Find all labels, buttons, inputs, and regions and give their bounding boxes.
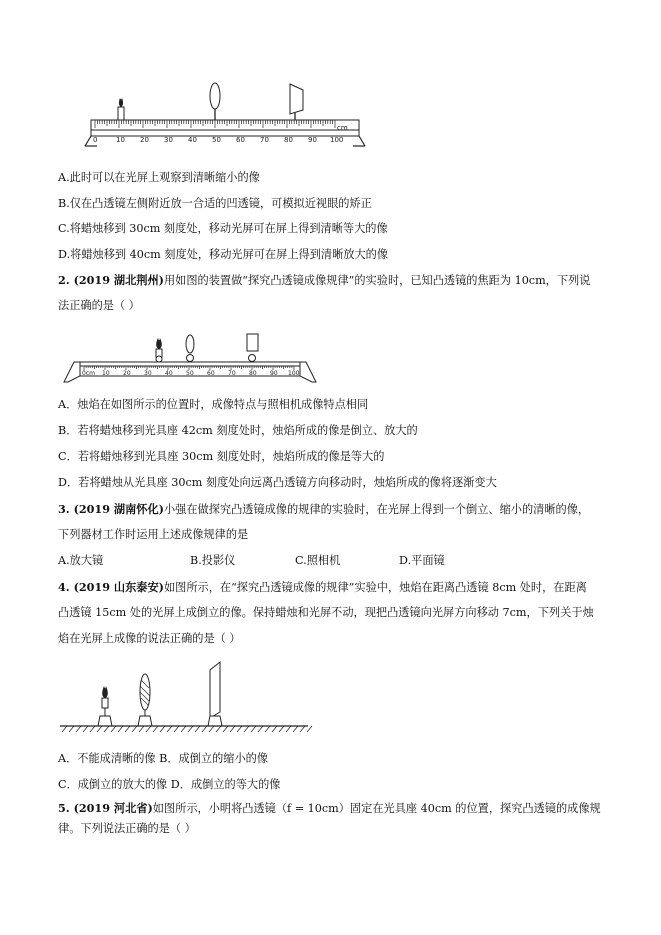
ground-hatch xyxy=(97,726,102,732)
figure-2-optical-bench xyxy=(64,330,320,390)
ground-hatch xyxy=(286,726,291,732)
q5-stem-text: 如图所示，小明将凸透镜（f = 10cm）固定在光具座 40cm 的位置，探究凸透镜的成像规 xyxy=(152,802,601,815)
q3-number-source: 3. (2019 湖南怀化) xyxy=(58,502,164,516)
ground-hatch xyxy=(111,726,116,732)
q4-options-line2: C．成倒立的放大的像 D．成倒立的等大的像 xyxy=(58,778,281,791)
ground-hatch xyxy=(202,726,207,732)
ground-hatch xyxy=(258,726,263,732)
ground-hatch xyxy=(300,726,305,732)
ground-hatch xyxy=(244,726,249,732)
ruler-label: 100 xyxy=(288,370,300,377)
convex-lens-icon xyxy=(210,83,220,120)
q3-option-b: B.投影仪 xyxy=(190,554,236,567)
q2-stem xyxy=(58,273,590,288)
ground-hatch xyxy=(216,726,221,732)
ground-hatch xyxy=(132,726,137,732)
ground-hatch xyxy=(265,726,270,732)
q2-stem-line2: 法正确的是（ ） xyxy=(58,299,140,312)
ground-hatch xyxy=(251,726,256,732)
q2-option-b: B．若将蜡烛移到光具座 42cm 刻度处时，烛焰所成的像是倒立、放大的 xyxy=(58,424,418,437)
ground-hatch xyxy=(237,726,242,732)
ground-hatch xyxy=(230,726,235,732)
convex-lens-icon xyxy=(186,335,194,362)
q3-option-d: D.平面镜 xyxy=(399,554,445,567)
ground-hatch xyxy=(223,726,228,732)
ground-hatch xyxy=(139,726,144,732)
ground-hatch xyxy=(195,726,200,732)
ground-hatch xyxy=(69,726,74,732)
ruler-label: 70 xyxy=(228,370,236,377)
ground-hatch xyxy=(153,726,158,732)
light-screen-icon xyxy=(247,334,258,362)
q3-option-a: A.放大镜 xyxy=(58,554,104,567)
ground-hatch xyxy=(272,726,277,732)
ruler-label: 20 xyxy=(123,370,131,377)
ruler-label: 40 xyxy=(165,370,173,377)
ground-hatch xyxy=(307,726,312,732)
q4-stem xyxy=(58,580,587,595)
q2-option-c: C．若将蜡烛移到光具座 30cm 刻度处时，烛焰所成的像是等大的 xyxy=(58,450,385,463)
q1-option-a: A.此时可以在光屏上观察到清晰缩小的像 xyxy=(58,171,260,184)
ground-hatch xyxy=(83,726,88,732)
q1-option-c: C.将蜡烛移到 30cm 刻度处，移动光屏可在屏上得到清晰等大的像 xyxy=(58,222,388,235)
q3-option-c: C.照相机 xyxy=(295,554,341,567)
ruler-label: 90 xyxy=(308,136,317,144)
ruler-label: 0 xyxy=(93,136,98,144)
q4-number-source: 4. (2019 山东泰安) xyxy=(58,580,164,594)
ruler-label: 0cm xyxy=(82,370,95,377)
figure-1-optical-bench xyxy=(85,80,375,160)
q3-stem xyxy=(58,502,589,517)
candle-icon xyxy=(156,338,162,362)
ground-hatch xyxy=(279,726,284,732)
q3-stem-line2: 下列器材工作时运用上述成像规律的是 xyxy=(58,528,249,541)
ruler-label: 40 xyxy=(188,136,197,144)
candle-icon xyxy=(118,98,124,120)
ground-hatch xyxy=(209,726,214,732)
ground-hatch xyxy=(293,726,298,732)
ruler-label: 50 xyxy=(212,136,221,144)
ruler-label: 50 xyxy=(186,370,194,377)
ground-hatch xyxy=(125,726,130,732)
ground-hatch xyxy=(160,726,165,732)
ruler-label: 80 xyxy=(249,370,257,377)
ground-hatch xyxy=(174,726,179,732)
light-screen-icon xyxy=(208,662,222,726)
ground-hatch xyxy=(167,726,172,732)
q4-stem-line2: 凸透镜 15cm 处的光屏上成倒立的像。保持蜡烛和光屏不动，现把凸透镜向光屏方向移动 7cm，下列关于烛 xyxy=(58,606,594,619)
q4-stem-text: 如图所示，在“探究凸透镜成像的规律”实验中，烛焰在距离凸透镜 8cm 处时，在距离 xyxy=(163,581,587,594)
q5-stem xyxy=(58,801,601,816)
ruler-unit: cm xyxy=(337,124,348,132)
q1-option-d: D.将蜡烛移到 40cm 刻度处，移动光屏可在屏上得到清晰放大的像 xyxy=(58,248,389,261)
ruler-label: 30 xyxy=(164,136,173,144)
ground-hatch xyxy=(118,726,123,732)
ground-hatch xyxy=(146,726,151,732)
q2-stem-text: 用如图的装置做“探究凸透镜成像规律”的实验时，已知凸透镜的焦距为 10cm，下列说 xyxy=(163,274,591,287)
q2-option-a: A．烛焰在如图所示的位置时，成像特点与照相机成像特点相同 xyxy=(58,398,369,411)
ruler-label: 20 xyxy=(140,136,149,144)
ruler-label: 90 xyxy=(270,370,278,377)
ruler-label: 60 xyxy=(207,370,215,377)
q4-options-line1: A．不能成清晰的像 B．成倒立的缩小的像 xyxy=(58,752,269,765)
ruler-label: 100 xyxy=(330,136,344,144)
ground-hatch xyxy=(62,726,67,732)
q2-number-source: 2. (2019 湖北荆州) xyxy=(58,273,164,287)
ruler-label: 80 xyxy=(284,136,293,144)
convex-lens-icon xyxy=(138,674,152,726)
ruler-label: 30 xyxy=(144,370,152,377)
figure-4-setup xyxy=(60,660,310,742)
ruler-label: 70 xyxy=(260,136,269,144)
q5-stem-line2: 律。下列说法正确的是（ ） xyxy=(58,822,196,835)
ruler-label: 60 xyxy=(236,136,245,144)
ground-hatch xyxy=(76,726,81,732)
candle-icon xyxy=(98,686,112,726)
q2-option-d: D．若将蜡烛从光具座 30cm 刻度处向远离凸透镜方向移动时，烛焰所成的像将逐渐变大 xyxy=(58,476,497,489)
ground-hatch xyxy=(90,726,95,732)
ruler-label: 10 xyxy=(102,370,110,377)
ground-hatch xyxy=(181,726,186,732)
q4-stem-line3: 焰在光屏上成像的说法正确的是（ ） xyxy=(58,632,241,645)
light-screen-icon xyxy=(290,84,303,120)
q3-stem-text: 小强在做探究凸透镜成像的规律的实验时，在光屏上得到一个倒立、缩小的清晰的像， xyxy=(163,503,590,516)
q5-number-source: 5. (2019 河北省) xyxy=(58,801,153,815)
ground-hatch xyxy=(188,726,193,732)
ground-hatch xyxy=(104,726,109,732)
q1-option-b: B.仅在凸透镜左侧附近放一合适的凹透镜，可模拟近视眼的矫正 xyxy=(58,197,372,210)
ruler-label: 10 xyxy=(116,136,125,144)
